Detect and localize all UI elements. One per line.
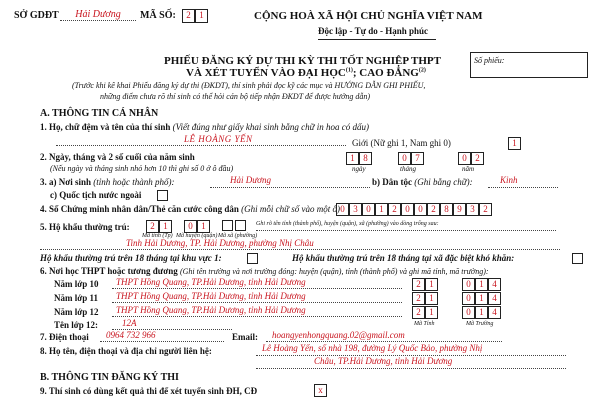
q9-checkbox: x [314,384,327,397]
email-label: Email: [232,332,258,342]
ma-so-box-1: 2 [182,9,195,23]
so-gddt-label: SỞ GDĐT [14,10,59,21]
q5-sub-huyen: Mã huyện (quận) [176,233,218,239]
q6-row: 6. Nơi học THPT hoặc tương đương (Ghi tên trường và nơi trường đóng: huyện (quận), tỉnh (thành phố) và ghi mã tỉnh, mã trường): [40,266,489,276]
dob-year-caption: năm [462,165,475,173]
q5-label: 5. Hộ khẩu thường trú: [40,222,130,232]
q5-xa-1 [222,220,233,231]
so-gddt-value: Hải Dương [60,9,136,21]
kv1-checkbox [247,253,258,264]
class-label: Tên lớp 12: [54,320,98,330]
q3a-value: Hải Dương [230,175,271,185]
q3b-value: Kinh [500,175,518,185]
dob-year-1: 0 [458,152,471,165]
section-b-heading: B. THÔNG TIN ĐĂNG KÝ THI [40,372,179,383]
q5-tinh-2: 1 [159,220,172,233]
q5-huyen-2: 1 [197,220,210,233]
dob-month-2: 7 [411,152,424,165]
form-title-line2: VÀ XÉT TUYỂN VÀO ĐẠI HỌC$^{(1)}$; CAO ĐẲNG$^{(2)}$ [186,67,426,79]
gender-box: 1 [508,137,521,150]
phone-value: 0964 732 966 [106,330,156,340]
q5-sub-xa: Mã xã (phường) [218,233,258,239]
dob-day-caption: ngày [352,165,366,173]
q5-note: Ghi rõ tên tỉnh (thành phố), huyện (quận), xã (phường) vào dòng trống sau: [256,221,439,227]
school-10-value: THPT Hồng Quang, TP.Hải Dương, tỉnh Hải Dương [116,277,306,287]
form-note-1: (Trước khi kê khai Phiếu đăng ký dự thi (ĐKDT), thí sinh phải đọc kỹ các mục và HƯỚNG DẪN GHI PHIẾU, [72,81,426,90]
q3a-row: 3. a) Nơi sinh (tỉnh hoặc thành phố): [40,177,175,187]
motto: Độc lập - Tự do - Hạnh phúc [318,26,429,36]
q5-sub-tinh: Mã tỉnh (Tp) [142,233,173,239]
section-a-heading: A. THÔNG TIN CÁ NHÂN [40,108,159,119]
school-12-value: THPT Hồng Quang, TP.Hải Dương, tỉnh Hải Dương [116,305,306,315]
q9-label: 9. Thí sinh có dùng kết quả thi để xét tuyển sinh ĐH, CĐ [40,386,258,396]
q5-xa-2 [235,220,246,231]
gender-label: Giới (Nữ ghi 1, Nam ghi 0) [352,138,451,148]
q4-row: 4. Số Chứng minh nhân dân/Thẻ căn cước công dân (Ghi mỗi chữ số vào một ô) [40,204,340,214]
q2-hint: (Nếu ngày và tháng sinh nhỏ hơn 10 thì ghi số 0 ở ô đầu) [50,164,234,173]
kv1-label: Hộ khẩu thường trú trên 18 tháng tại khu vực 1: [40,253,222,263]
q5-huyen-1: 0 [184,220,197,233]
dob-day-1: 1 [346,152,359,165]
dob-month-1: 0 [398,152,411,165]
school-10-label: Năm lớp 10 [54,279,99,289]
q8-value-2: Châu, TP.Hải Dương, tỉnh Hải Dương [314,356,453,366]
ma-so-box-2: 1 [195,9,208,23]
school-12-label: Năm lớp 12 [54,307,99,317]
code-tinh-caption: Mã Tỉnh [414,321,435,327]
school-11-value: THPT Hồng Quang, TP.Hải Dương, tỉnh Hải Dương [116,291,306,301]
q1-row: 1. Họ, chữ đệm và tên của thí sinh (Viết đúng như giấy khai sinh bằng chữ in hoa có dấu) [40,122,370,132]
dbk-label: Hộ khẩu thường trú trên 18 tháng tại xã đặc biệt khó khăn: [292,253,515,263]
code-truong-caption: Mã Trường [466,321,494,327]
ma-so-label: MÃ SỐ: [140,10,176,21]
class-value: 12A [122,318,137,328]
q8-label: 8. Họ tên, điện thoại và địa chỉ người liên hệ: [40,346,212,356]
q3c-checkbox [157,190,168,201]
q1-name-value: LÊ HOÀNG YẾN [184,134,253,144]
q3c-label: c) Quốc tịch nước ngoài [50,190,142,200]
dob-month-caption: tháng [400,165,416,173]
dbk-checkbox [572,253,583,264]
school-11-label: Năm lớp 11 [54,293,98,303]
country-name: CỘNG HOÀ XÃ HỘI CHỦ NGHĨA VIỆT NAM [254,10,483,22]
dob-day-2-value: 8 [363,153,368,163]
q3b-row: b) Dân tộc (Ghi bằng chữ): [372,177,473,187]
dob-year-2: 2 [471,152,484,165]
q8-value-1: Lê Hoàng Yến, số nhà 198, đường Lý Quốc Bảo, phường Nhị [262,343,483,353]
email-value: hoangyenhongquang.02@gmail.com [272,330,405,340]
so-phieu-label: Số phiếu: [474,56,505,65]
q5-address-value: Tinh Hải Dương, TP. Hải Dương, phường Nhị Châu [126,238,314,248]
registration-form: SỞ GDĐT Hải Dương MÃ SỐ: 2 1 CỘNG HOÀ XÃ HỘI CHỦ NGHĨA VIỆT NAM Độc lập - Tự do - Hạnh phúc Số phiếu: PHIẾU ĐĂNG KÝ DỰ THI KỲ THI TỐT NGHIỆP THPT VÀ XÉT TUYỂN VÀO ĐẠI HỌC$^{(1)}$; CAO ĐẲNG$^{(2)}$ (Trước khi kê khai Phiếu đăng ký dự thi (ĐKDT), thí sinh phải đọc kỹ các mục và HƯỚNG DẪN GHI PHIẾU, những điểm chưa rõ thí sinh có thể hỏi cán bộ tiếp nhận ĐKDT để được hướng dẫn) A. THÔNG TIN CÁ NHÂN 1. Họ, chữ đệm và tên của thí sinh (Viết đúng như giấy khai sinh bằng chữ in hoa có dấu) LÊ HOÀNG YẾN Giới (Nữ ghi 1, Nam ghi 0) 1 2. Ngày, tháng và 2 số cuối của năm sinh (Nếu ngày và tháng sinh nhỏ hơn 10 thì ghi số 0 ở ô đầu) 1 0 7 0 2 8 ngày tháng năm 3. a) Nơi sinh (tỉnh hoặc thành phố): Hải Dương b) Dân tộc (Ghi bằng chữ): Kinh c) Quốc tịch nước ngoài 4. Số Chứng minh nhân dân/Thẻ căn cước công dân (Ghi mỗi chữ số vào một ô) 0 3 0 1 2 0 0 2 8 9 3 2 5. Hộ khẩu thường trú: 2 1 0 1 Mã tỉnh (Tp) Mã huyện (quận) Mã xã (phường) Ghi rõ tên tỉnh (thành phố), huyện (quận), xã (phường) vào dòng trống sau: Tinh Hải Dương, TP. Hải Dương, phường Nhị Châu Hộ khẩu thường trú trên 18 tháng tại khu vực 1: Hộ khẩu thường trú trên 18 tháng tại xã đặc biệt khó khăn: 6. Nơi học THPT hoặc tương đương (Ghi tên trường và nơi trường đóng: huyện (quận), tỉnh (thành phố) và ghi mã tỉnh, mã trường): Năm lớp 10 THPT Hồng Quang, TP.Hải Dương, tỉnh Hải Dương 2 1 0 1 4 Năm lớp 11 THPT Hồng Quang, TP.Hải Dương, tỉnh Hải Dương 2 1 0 1 4 Năm lớp 12 THPT Hồng Quang, TP.Hải Dương, tỉnh Hải Dương 2 1 0 1 4 Tên lớp 12: 12A Mã Tỉnh Mã Trường 7. Điện thoại 0964 732 966 Email: hoangyenhongquang.02@gmail.com 8. Họ tên, điện thoại và địa chỉ người liên hệ: Lê Hoàng Yến, số nhà 198, đường Lý Quốc Bảo, phường Nhị Châu, TP.Hải Dương, tỉnh Hải Dương B. THÔNG TIN ĐĂNG KÝ THI 9. Thí sinh có dùng kết quả thi để xét tuyển sinh ĐH, CĐ x [0,0,600,400]
form-title-line1: PHIẾU ĐĂNG KÝ DỰ THI KỲ THI TỐT NGHIỆP THPT [164,55,441,67]
q7-label: 7. Điện thoại [40,332,89,342]
form-note-2: những điểm chưa rõ thí sinh có thể hỏi cán bộ tiếp nhận ĐKDT để được hướng dẫn) [100,92,371,101]
q5-tinh-1: 2 [146,220,159,233]
q2-label: 2. Ngày, tháng và 2 số cuối của năm sinh [40,152,195,162]
